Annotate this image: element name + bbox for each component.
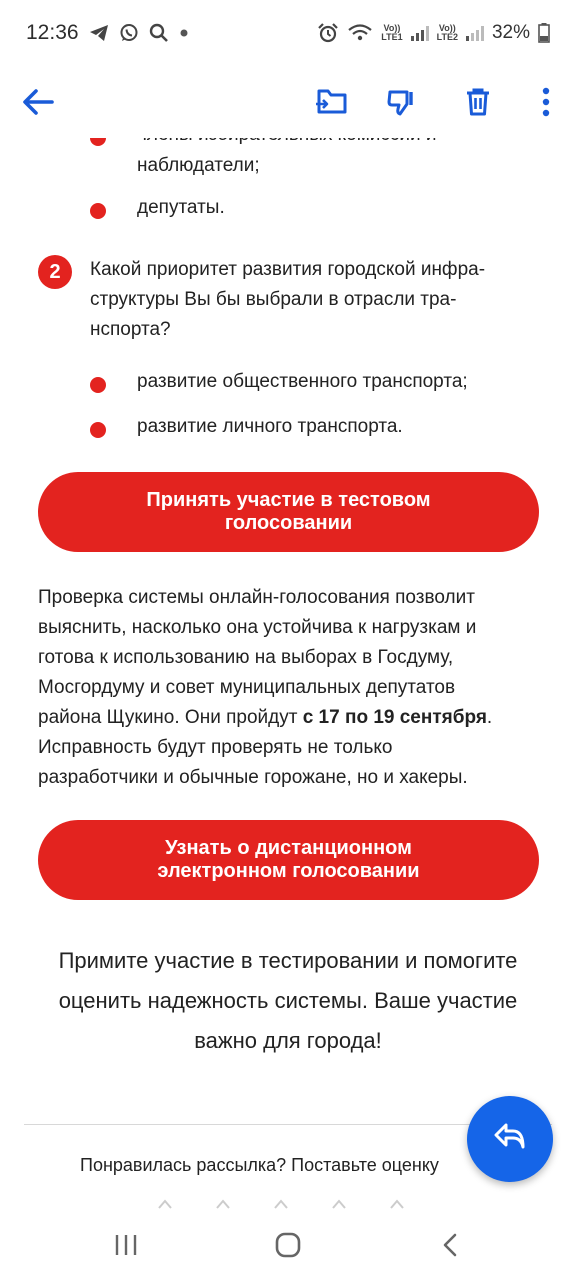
sim1-label: Vo)) LTE1 xyxy=(381,23,403,42)
telegram-icon xyxy=(89,24,109,42)
system-nav-bar xyxy=(0,1210,576,1280)
rating-chevron-icon[interactable] xyxy=(329,1196,349,1210)
paragraph-line: выяснить, насколько она устойчива к нагрузкам и xyxy=(38,617,477,638)
paragraph-line: Исправность будут проверять не только xyxy=(38,737,393,758)
app-bar xyxy=(0,66,576,138)
status-left xyxy=(26,21,189,45)
rating-chevron-icon[interactable] xyxy=(155,1196,175,1210)
move-to-folder-icon[interactable] xyxy=(314,84,350,120)
search-icon xyxy=(149,23,169,43)
paragraph-text: района Щукино. Они пройдут xyxy=(38,707,303,728)
reply-button[interactable] xyxy=(467,1096,553,1182)
reply-icon xyxy=(493,1122,527,1157)
list-item: депутаты. xyxy=(137,197,225,218)
rating-question: Понравилась рассылка? Поставьте оценку xyxy=(80,1155,439,1175)
signal-icon xyxy=(411,25,429,41)
dot-icon xyxy=(179,28,189,38)
callout-line: оценить надежность системы. Ваше участие xyxy=(58,988,518,1013)
list-item: развитие личного транспорта. xyxy=(137,416,403,437)
email-body xyxy=(0,120,576,1210)
learn-remote-voting-button[interactable]: Узнать о дистанционном электронном голосовании xyxy=(38,820,539,900)
bullet-icon xyxy=(90,203,106,219)
paragraph-line: разработчики и обычные горожане, но и хакеры. xyxy=(38,767,468,788)
take-part-test-voting-button[interactable]: Принять участие в тестовом голосовании xyxy=(38,472,539,552)
wifi-icon xyxy=(347,23,373,43)
thumbs-down-icon[interactable] xyxy=(385,84,421,120)
list-item: развитие общественного транспорта; xyxy=(137,371,468,392)
back-icon[interactable] xyxy=(430,1230,470,1260)
paragraph-text: . xyxy=(486,707,493,728)
rating-row xyxy=(155,1196,407,1210)
question-line: структуры Вы бы выбрали в отрасли тра- xyxy=(90,289,457,310)
whatsapp-icon xyxy=(119,23,139,43)
paragraph-line: Мосгордуму и совет муниципальных депутатов xyxy=(38,677,456,698)
list-item: наблюдатели; xyxy=(137,155,260,176)
paragraph-line: Проверка системы онлайн-голосования позволит xyxy=(38,587,475,608)
back-arrow-icon[interactable] xyxy=(20,84,56,120)
voting-dates: с 17 по 19 сентября xyxy=(302,707,487,728)
status-time: 12:36 xyxy=(26,21,79,44)
sim2-label: Vo)) LTE2 xyxy=(436,23,458,42)
bullet-icon xyxy=(90,377,106,393)
recent-apps-icon[interactable] xyxy=(106,1230,146,1260)
battery-icon xyxy=(538,23,550,43)
status-bar xyxy=(0,0,576,66)
bullet-icon xyxy=(90,422,106,438)
rating-chevron-icon[interactable] xyxy=(271,1196,291,1210)
battery-percent: 32% xyxy=(491,22,530,43)
home-icon[interactable] xyxy=(268,1230,308,1260)
paragraph-line: готова к использованию на выборах в Госдуму, xyxy=(38,647,454,668)
more-vert-icon[interactable] xyxy=(528,84,564,120)
question-line: Какой приоритет развития городской инфра- xyxy=(90,259,486,280)
question-number-badge: 2 xyxy=(38,255,72,289)
trash-icon[interactable] xyxy=(460,84,496,120)
rating-chevron-icon[interactable] xyxy=(213,1196,233,1210)
alarm-icon xyxy=(317,22,339,44)
paragraph-line xyxy=(38,703,543,733)
question-line: нспорта? xyxy=(90,319,171,340)
signal-icon xyxy=(466,25,484,41)
callout-line: важно для города! xyxy=(194,1028,382,1053)
rating-chevron-icon[interactable] xyxy=(387,1196,407,1210)
callout-line: Примите участие в тестировании и помогите xyxy=(58,948,518,973)
status-right xyxy=(317,22,550,44)
